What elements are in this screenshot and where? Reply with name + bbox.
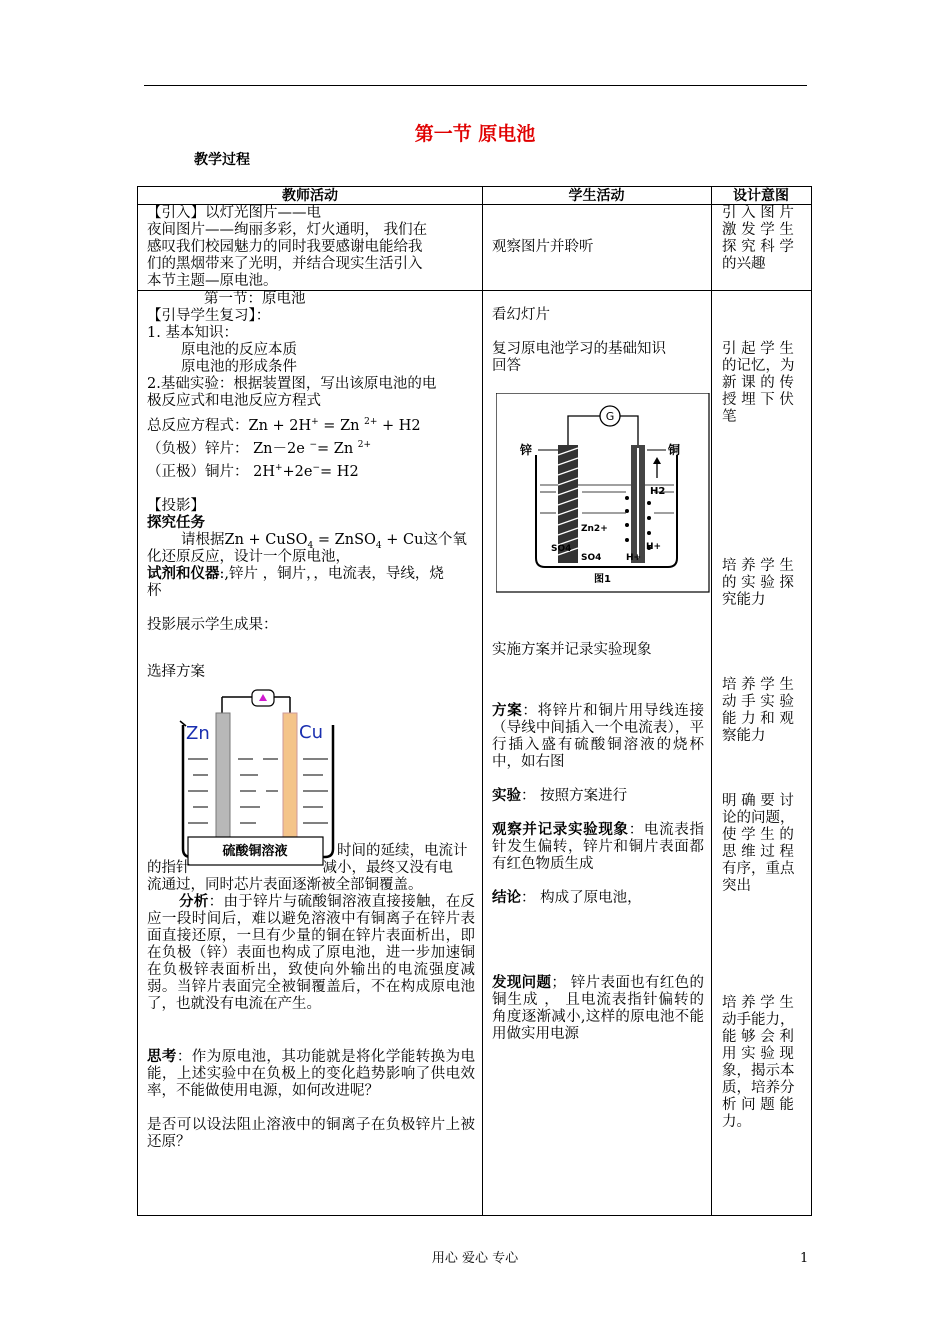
question-paragraph: 是否可以设法阻止溶液中的铜离子在负极锌片上被还原？ xyxy=(147,1117,475,1150)
text-line: 投影展示学生成果： xyxy=(147,617,278,633)
text-line: 引 入 图 片 xyxy=(722,205,794,221)
header-rule xyxy=(144,85,807,86)
text-line: 1. 基本知识： xyxy=(147,325,238,341)
row2-teacher-lower xyxy=(147,843,475,1151)
so4-label-b: SO4 xyxy=(581,553,602,563)
lesson-table xyxy=(137,186,812,1216)
equation-total: 总反应方程式：Zn + 2H+ = Zn $^{2+}$ + H2 xyxy=(147,417,421,434)
so4-label-a: SO4 xyxy=(551,544,572,554)
equation-negative: （负极）锌片： Zn－2e −= Zn $^{2+}$ xyxy=(147,440,372,457)
problem-paragraph: 发现问题； 锌片表面也有红色的铜生成 ， 且电流表指针偏转的角度逐渐减小,这样的原电池不能用做实用电源 xyxy=(492,975,705,1042)
reagents-line: 试剂和仪器:,锌片 ，铜片，，电流表，导线，烧 xyxy=(147,566,444,582)
conclusion-line: 结论： 构成了原电池， xyxy=(492,890,642,906)
text-line: 【投影】 xyxy=(147,498,205,514)
text-line: 探 究 科 学 xyxy=(722,239,794,255)
text-line: 实施方案并记录实验现象 xyxy=(492,642,652,658)
text-line: 原电池的形成条件 xyxy=(181,359,297,375)
intent-d: 明 确 要 讨 论的问题， 使 学 生 的 思 维 过 程 有序，重点 突出 xyxy=(722,793,795,894)
page-number: 1 xyxy=(800,1251,809,1266)
intent-e: 培 养 学 生 动手能力， 能 够 会 利 用 实 验 现 象，揭示本 质，培养分 析 问 题 能 力。 xyxy=(722,995,795,1130)
column-header-intent: 设计意图 xyxy=(733,188,789,204)
solution-label: 硫酸铜溶液 xyxy=(222,844,288,859)
intent-b: 培 养 学 生 的 实 验 探 究能力 xyxy=(722,558,794,608)
experiment-line: 实验： 按照方案进行 xyxy=(492,788,628,804)
text-line: 复习原电池学习的基础知识 xyxy=(492,341,666,357)
text-line: 回答 xyxy=(492,358,521,374)
column-header-teacher: 教师活动 xyxy=(282,188,338,204)
text-line: 本节主题—原电池。 xyxy=(147,273,278,289)
text-line: 时间的延续，电流计 xyxy=(337,843,468,859)
text-line: 化还原反应，设计一个原电池， xyxy=(147,549,350,565)
task-heading: 探究任务 xyxy=(147,515,205,531)
think-paragraph: 思考：作为原电池，其功能就是将化学能转换为电能，上述实验中在负极上的变化趋势影响了供电效率，不能做使用电源，如何改进呢？ xyxy=(147,1049,476,1099)
text-line: 2.基础实验：根据装置图，写出该原电池的电 xyxy=(147,376,437,392)
copper-label: 铜 xyxy=(668,443,681,457)
galvanic-cell-figure xyxy=(496,393,710,593)
task-body: 请根据Zn + CuSO$_4$ = ZnSO$_4$ + Cu这个氧 xyxy=(181,532,467,551)
column-divider xyxy=(711,187,712,1215)
intent-c: 培 养 学 生 动 手 实 验 能 力 和 观 察能力 xyxy=(722,677,794,744)
copper-plate xyxy=(283,713,297,843)
row2-student-bottom xyxy=(492,642,704,1043)
row1-intent xyxy=(722,205,807,273)
text-line: 的兴趣 xyxy=(722,256,766,272)
text-line: 们的黑烟带来了光明，并结合现实生活引入 xyxy=(147,256,423,272)
column-divider xyxy=(482,187,483,1215)
page-footer: 用心 爱心 专心 xyxy=(431,1251,519,1266)
observe-paragraph: 观察并记录实验现象：电流表指针发生偏转，锌片和铜片表面都有红色物质生成 xyxy=(492,822,705,872)
text-line: 感叹我们校园魅力的同时我要感谢电能给我 xyxy=(147,239,423,255)
hplus-label-a: H+ xyxy=(646,542,662,552)
text-line: 看幻灯片 xyxy=(492,307,550,323)
cu-label: Cu xyxy=(299,722,323,743)
intent-a: 引 起 学 生 的记忆，为 新 课 的 传 授 埋 下 伏 笔 xyxy=(722,341,795,425)
galvanometer-label: G xyxy=(605,410,615,423)
section-heading: 第一节：原电池 xyxy=(204,291,306,307)
row1-teacher xyxy=(147,205,477,290)
text-line: 流通过，同时芯片表面逐渐被全部铜覆盖。 xyxy=(147,877,423,893)
text-line: 杯 xyxy=(147,583,162,599)
section-subtitle: 教学过程 xyxy=(194,152,250,168)
text-line: 原电池的反应本质 xyxy=(181,342,297,358)
zinc-plate xyxy=(216,713,230,843)
text-line: 夜间图片——绚丽多彩，灯火通明， 我们在 xyxy=(147,222,428,238)
zinc-label: 锌 xyxy=(520,443,533,457)
hplus-label-b: H+ xyxy=(626,553,642,563)
text-line: 激 发 学 生 xyxy=(722,222,794,238)
zn2-label: Zn2+ xyxy=(581,524,608,534)
row2-student-top xyxy=(492,307,704,375)
text-line: 选择方案 xyxy=(147,664,205,680)
equation-positive: （正极）铜片： 2H++2e−= H2 xyxy=(147,463,359,480)
h2-label: H2 xyxy=(650,486,666,497)
column-header-student: 学生活动 xyxy=(568,188,625,204)
figure-caption: 图1 xyxy=(594,574,611,585)
zn-label: Zn xyxy=(186,723,210,744)
text-line: 的指针 减小，最终又没有电 xyxy=(147,860,453,876)
text-line: 【引入】以灯光图片——电 xyxy=(147,205,321,221)
plan-paragraph: 方案：将锌片和铜片用导线连接（导线中间插入一个电流表），平行插入盛有硫酸铜溶液的烧杯中，如右图 xyxy=(492,703,705,770)
row1-student: 观察图片并聆听 xyxy=(492,239,594,255)
row2-teacher xyxy=(147,291,475,681)
text-line: 【引导学生复习】： xyxy=(147,308,271,324)
analysis-paragraph: 分析：由于锌片与硫酸铜溶液直接接触，在反应一段时间后，难以避免溶液中有铜离子在锌片表面直接还原，一旦有少量的铜在锌片表面析出，即在负极（锌）表面也构成了原电池，进一步加速铜在负极锌表面析出，致使向外输出的电流强度减弱。当锌片表面完全被铜覆盖后，不在构成原电池了，也就没有电流在产生。 xyxy=(147,894,476,1012)
text-line: 极反应式和电池反应方程式 xyxy=(147,393,321,409)
page-title: 第一节 原电池 xyxy=(414,123,536,145)
